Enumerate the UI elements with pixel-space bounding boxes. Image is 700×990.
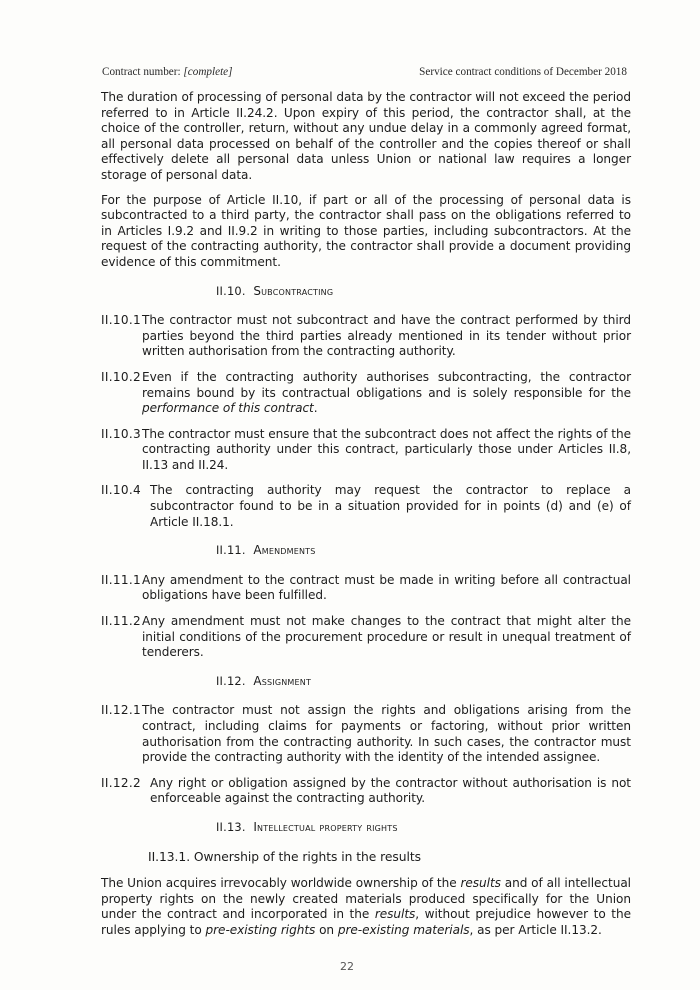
clause-ii-10-1: II.10.1 The contractor must not subcontract and have the contract performed by third parties beyond the third parties already mentioned in its tender without prior written authorisation from the contracting authority. xyxy=(101,313,631,359)
clause-number: II.11.2 xyxy=(101,614,142,629)
page-number: 22 xyxy=(340,960,354,973)
subsection-heading-ownership: II.13.1. Ownership of the rights in the results xyxy=(148,849,421,864)
clause-ii-10-3: II.10.3 The contractor must ensure that the subcontract does not affect the rights of the contracting authority under this contract, particularly those under Articles II.8, II.13 and II.24. xyxy=(101,426,631,472)
contract-number-label: Contract number: [complete] xyxy=(102,66,233,78)
clause-number: II.10.4 xyxy=(101,483,142,498)
document-body xyxy=(101,90,631,939)
page-header xyxy=(102,66,627,82)
clause-ii-11-1: II.11.1 Any amendment to the contract must be made in writing before all contractual obligations have been fulfilled. xyxy=(101,572,631,603)
clause-ii-10-4: II.10.4 The contracting authority may request the contractor to replace a subcontractor found to be in a situation provided for in points (d) and (e) of Article II.18.1. xyxy=(101,483,631,529)
clause-number: II.10.3 xyxy=(101,426,142,441)
clause-ii-11-2: II.11.2 Any amendment must not make changes to the contract that might alter the initial conditions of the procurement procedure or result in unequal treatment of tenderers. xyxy=(101,614,631,660)
section-heading-intellectual-property: II.13. Intellectual property rights xyxy=(216,819,398,834)
clause-number: II.10.1 xyxy=(101,313,142,328)
section-heading-subcontracting: II.10. Subcontracting xyxy=(216,283,334,298)
clause-number: II.11.1 xyxy=(101,572,142,587)
section-heading-assignment: II.12. Assignment xyxy=(216,673,312,688)
paragraph-ownership-of-results: The Union acquires irrevocably worldwide ownership of the results and of all intellectual property rights on the newly created materials produced specifically for the Union under the contract and incorporated in the results, without prejudice however to the rules applying to pre-existing rights on pre-existing materials, as per Article II.13.2. xyxy=(101,876,632,937)
clause-number: II.12.1 xyxy=(101,703,142,718)
contract-number-placeholder: [complete] xyxy=(183,66,233,78)
clause-number: II.10.2 xyxy=(101,369,142,384)
clause-number: II.12.2 xyxy=(101,775,142,790)
clause-ii-12-1: II.12.1 The contractor must not assign the rights and obligations arising from the contract, including claims for payments or factoring, without prior written authorisation from the contracting authority. In such cases, the contractor must provide the contracting authority with the identity of the intended assignee. xyxy=(101,703,631,765)
clause-ii-10-2: II.10.2 Even if the contracting authority authorises subcontracting, the contractor remains bound by its contractual obligations and is solely responsible for the performance of this contract. xyxy=(101,369,631,416)
section-heading-amendments: II.11. Amendments xyxy=(216,543,316,558)
paragraph-subcontracted-processing: For the purpose of Article II.10, if part or all of the processing of personal data is subcontracted to a third party, the contractor shall pass on the obligations referred to in Articles I.9.2 and II.9.2 in writing to those parties, including subcontractors. At the request of the contracting authority, the contractor shall provide a document providing evidence of this commitment. xyxy=(101,192,631,269)
paragraph-processing-duration: The duration of processing of personal data by the contractor will not exceed the period referred to in Article II.24.2. Upon expiry of this period, the contractor shall, at the choice of the controller, return, without any undue delay in a commonly agreed format, all personal data processed on behalf of the controller and the copies thereof or shall effectively delete all personal data unless Union or national law requires a longer storage of personal data. xyxy=(101,90,631,182)
clause-ii-12-2: II.12.2 Any right or obligation assigned by the contractor without authorisation is not enforceable against the contracting authority. xyxy=(101,775,631,806)
contract-conditions-label: Service contract conditions of December 2018 xyxy=(419,66,627,78)
